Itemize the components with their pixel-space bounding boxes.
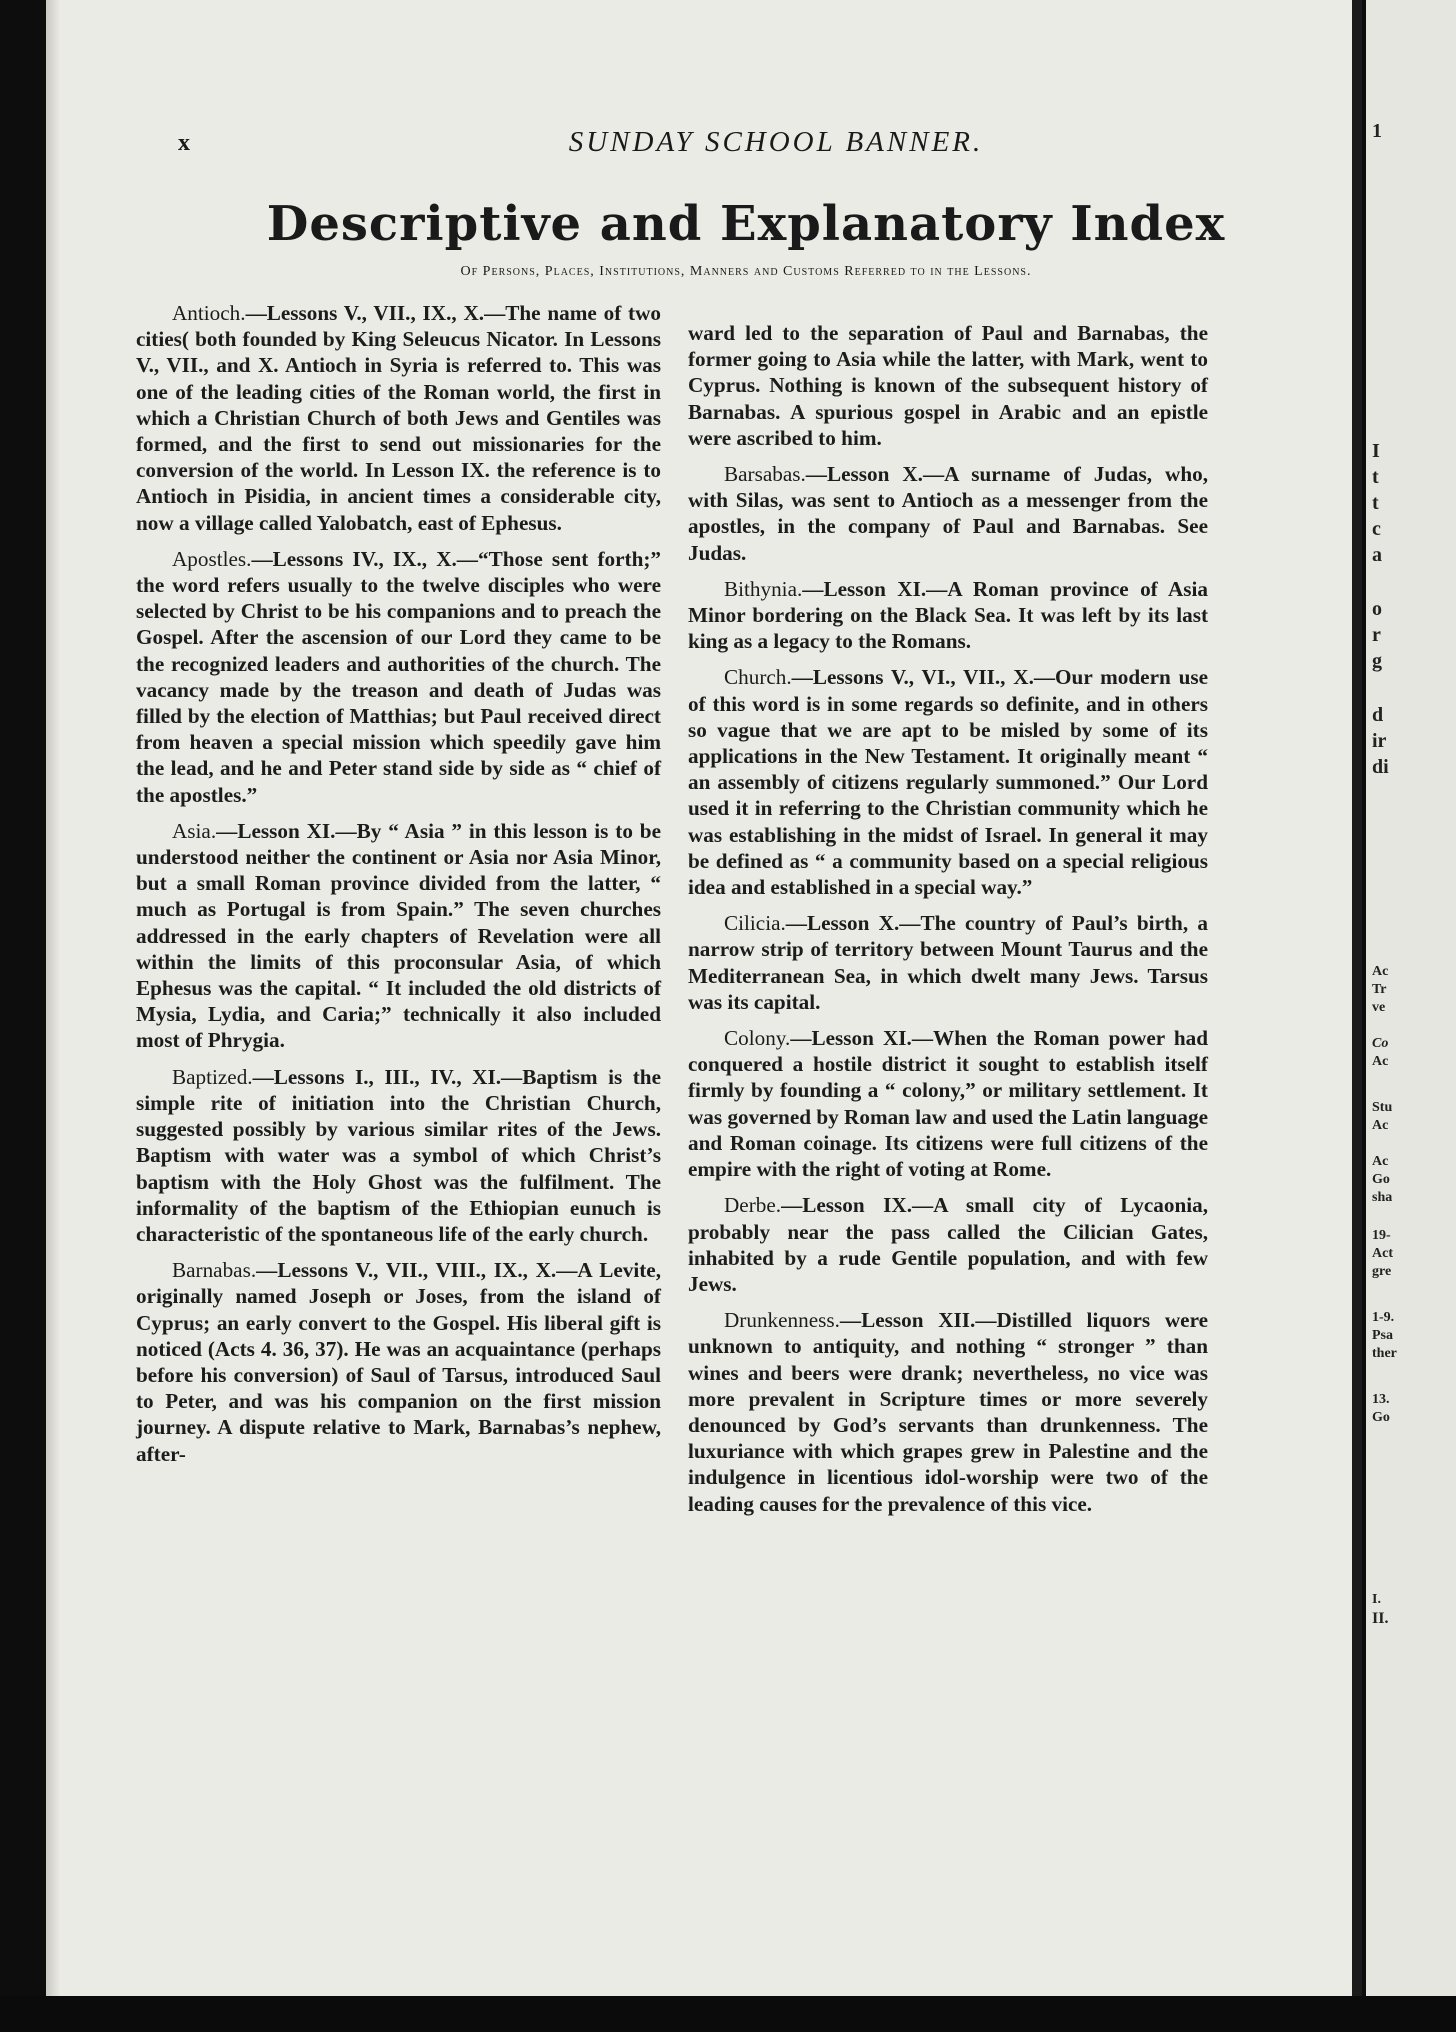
- edge-fragment: sha: [1372, 1190, 1393, 1205]
- page-edge-shadow: [46, 0, 60, 1996]
- entry-text: —Lessons I., III., IV., XI.—Baptism is the simple rite of initiation into the Christian Church, suggested possibly by various similar rites of the Jews. Baptism with water was a symbol of which Christ’s baptism with the Holy Ghost was the fulfilment. The informality of the baptism of the Ethiopian eunuch is characteristic of the spontaneous life of the early church.: [136, 1064, 661, 1246]
- edge-fragment: I.: [1372, 1592, 1381, 1607]
- edge-fragment: r: [1372, 624, 1381, 646]
- index-entry: [136, 1064, 661, 1247]
- entry-term: Antioch.: [172, 301, 246, 325]
- entry-text: —Lesson XI.—By “ Asia ” in this lesson is to be understood neither the continent or Asia nor Asia Minor, but a small Roman province divided from the latter, “ much as Portugal is from Spain.” The seven churches addressed in the early chapters of Revelation were all within the limits of this proconsular Asia, of which Ephesus was the capital. “ It included the old districts of Mysia, Lydia, and Caria;” technically it also included most of Phrygia.: [136, 818, 661, 1053]
- entry-term: Derbe.: [724, 1193, 782, 1218]
- index-entry: [688, 1192, 1208, 1297]
- document-page: [46, 0, 1362, 1996]
- entry-text: —Lessons V., VII., IX., X.—The name of two cities( both founded by King Seleucus Nicator. In Lessons V., VII., and X. Antioch in Syria is referred to. This was one of the leading cities of the Roman world, the first in which a Christian Church of both Jews and Gentiles was formed, and the first to send out missionaries for the conversion of the world. In Lesson IX. the reference is to Antioch in Pisidia, in ancient times a considerable city, now a village called Yalobatch, east of Ephesus.: [136, 301, 661, 535]
- page-subtitle: Of Persons, Places, Institutions, Manners and Customs Referred to in the Lessons.: [460, 264, 1032, 279]
- entry-term: Church.: [724, 665, 792, 690]
- edge-fragment: di: [1372, 756, 1389, 778]
- edge-fragment: 19-: [1372, 1228, 1391, 1243]
- edge-fragment: Ac: [1372, 964, 1389, 979]
- entry-text: —Lessons V., VI., VII., X.—Our modern use of this word is in some regards so definite, and in others so vague that we are apt to be misled by some of its applications in the New Testament. It originally meant “ an assembly of citizens regularly summoned.” Our Lord used it in referring to the Christian community which he was establishing in the midst of Israel. In general it may be defined as “ a community based on a special religious idea and established in a special way.”: [688, 665, 1208, 900]
- edge-fragment: 1: [1372, 120, 1382, 142]
- scan-bottom-margin: [0, 1996, 1456, 2032]
- page-title: Descriptive and Explanatory Index: [266, 196, 1226, 252]
- entry-term: Bithynia.: [724, 576, 803, 601]
- adjacent-page-edge: [1366, 0, 1456, 1996]
- edge-fragment: gre: [1372, 1264, 1392, 1279]
- index-entry: [136, 818, 661, 1054]
- entry-text: —Lessons IV., IX., X.—“Those sent forth;” the word refers usually to the twelve disciples who were selected by Christ to be his companions and to preach the Gospel. After the ascension of our Lord they came to be the recognized leaders and authorities of the church. The vacancy made by the treason and death of Judas was filled by the election of Matthias; but Paul received direct from heaven a special mission which speedily gave him the lead, and he and Peter stand side by side as “ chief of the apostles.”: [136, 546, 661, 807]
- edge-fragment: Go: [1372, 1172, 1390, 1187]
- entry-term: Asia.: [172, 818, 217, 843]
- entry-term: Baptized.: [172, 1064, 253, 1089]
- index-entry-continuation: [688, 320, 1208, 451]
- entry-text: —Lesson IX.—A small city of Lycaonia, probably near the pass called the Cilician Gates, inhabited by a rude Gentile population, and with few Jews.: [688, 1193, 1208, 1296]
- index-entry: [136, 1257, 661, 1467]
- running-head: SUNDAY SCHOOL BANNER.: [568, 126, 984, 158]
- entry-text: —Lesson XI.—A Roman province of Asia Minor bordering on the Black Sea. It was left by its last king as a legacy to the Romans.: [688, 576, 1208, 654]
- edge-fragment: ther: [1372, 1346, 1397, 1361]
- left-column: [136, 300, 661, 1477]
- entry-term: Apostles.: [172, 546, 252, 571]
- index-entry: [688, 1025, 1208, 1182]
- index-entry: [136, 300, 661, 536]
- index-entry: [688, 664, 1208, 900]
- entry-term: Cilicia.: [724, 911, 786, 936]
- edge-fragment: t: [1372, 492, 1379, 514]
- page-number: x: [178, 130, 190, 156]
- entry-text: —Lessons V., VII., VIII., IX., X.—A Levite, originally named Joseph or Joses, from the island of Cyprus; an early convert to the Gospel. His liberal gift is noticed (Acts 4. 36, 37). He was an acquaintance (perhaps before his conversion) of Saul of Tarsus, introduced Saul to Peter, and was his companion on the first mission journey. A dispute relative to Mark, Barnabas’s nephew, after-: [136, 1258, 661, 1466]
- edge-fragment: Tr: [1372, 982, 1387, 997]
- index-entry: [136, 546, 661, 808]
- edge-fragment: d: [1372, 704, 1384, 726]
- edge-fragment: Ac: [1372, 1154, 1389, 1169]
- edge-fragment: I: [1372, 440, 1380, 462]
- edge-fragment: Go: [1372, 1410, 1390, 1425]
- edge-fragment: Ac: [1372, 1118, 1389, 1133]
- edge-fragment: Co: [1372, 1036, 1389, 1051]
- entry-text: ward led to the separation of Paul and Barnabas, the former going to Asia while the latter, with Mark, went to Cyprus. Nothing is known of the subsequent history of Barnabas. A spurious gospel in Arabic and an epistle were ascribed to him.: [688, 321, 1208, 450]
- index-entry: [688, 910, 1208, 1015]
- edge-fragment: Psa: [1372, 1328, 1393, 1343]
- edge-fragment: t: [1372, 466, 1379, 488]
- entry-text: —Lesson XII.—Distilled liquors were unknown to antiquity, and nothing “ stronger ” than wines and beers were drank; nevertheless, no vice was more prevalent in Scripture times or more severely denounced by God’s servants than drunkenness. The luxuriance with which grapes grew in Palestine and the indulgence in licentious idol-worship were two of the leading causes for the prevalence of this vice.: [688, 1308, 1208, 1516]
- right-column: [688, 320, 1208, 1527]
- edge-fragment: 13.: [1372, 1392, 1390, 1407]
- index-entry: [688, 576, 1208, 655]
- edge-fragment: Act: [1372, 1246, 1393, 1261]
- entry-text: —Lesson X.—A surname of Judas, who, with Silas, was sent to Antioch as a messenger from the apostles, in the company of Paul and Barnabas. See Judas.: [688, 462, 1208, 565]
- entry-text: —Lesson X.—The country of Paul’s birth, a narrow strip of territory between Mount Taurus and the Mediterranean Sea, in which dwelt many Jews. Tarsus was its capital.: [688, 911, 1208, 1014]
- edge-fragment: a: [1372, 544, 1382, 566]
- edge-fragment: II.: [1372, 1610, 1389, 1627]
- edge-fragment: g: [1372, 650, 1382, 672]
- index-entry: [688, 1307, 1208, 1517]
- entry-term: Barsabas.: [724, 462, 806, 487]
- entry-term: Drunkenness.: [724, 1308, 840, 1333]
- index-entry: [688, 461, 1208, 566]
- edge-fragment: ir: [1372, 730, 1387, 752]
- edge-fragment: Ac: [1372, 1054, 1389, 1069]
- edge-fragment: 1-9.: [1372, 1310, 1395, 1325]
- entry-term: Barnabas.: [172, 1258, 257, 1283]
- edge-fragment: c: [1372, 518, 1381, 540]
- entry-text: —Lesson XI.—When the Roman power had conquered a hostile district it sought to establish itself firmly by founding a “ colony,” or military settlement. It was governed by Roman law and used the Latin language and Roman coinage. Its citizens were full citizens of the empire with the right of voting at Rome.: [688, 1026, 1208, 1182]
- entry-term: Colony.: [724, 1026, 791, 1051]
- edge-fragment: o: [1372, 598, 1382, 620]
- edge-fragment: ve: [1372, 1000, 1386, 1015]
- edge-fragment: Stu: [1372, 1100, 1393, 1115]
